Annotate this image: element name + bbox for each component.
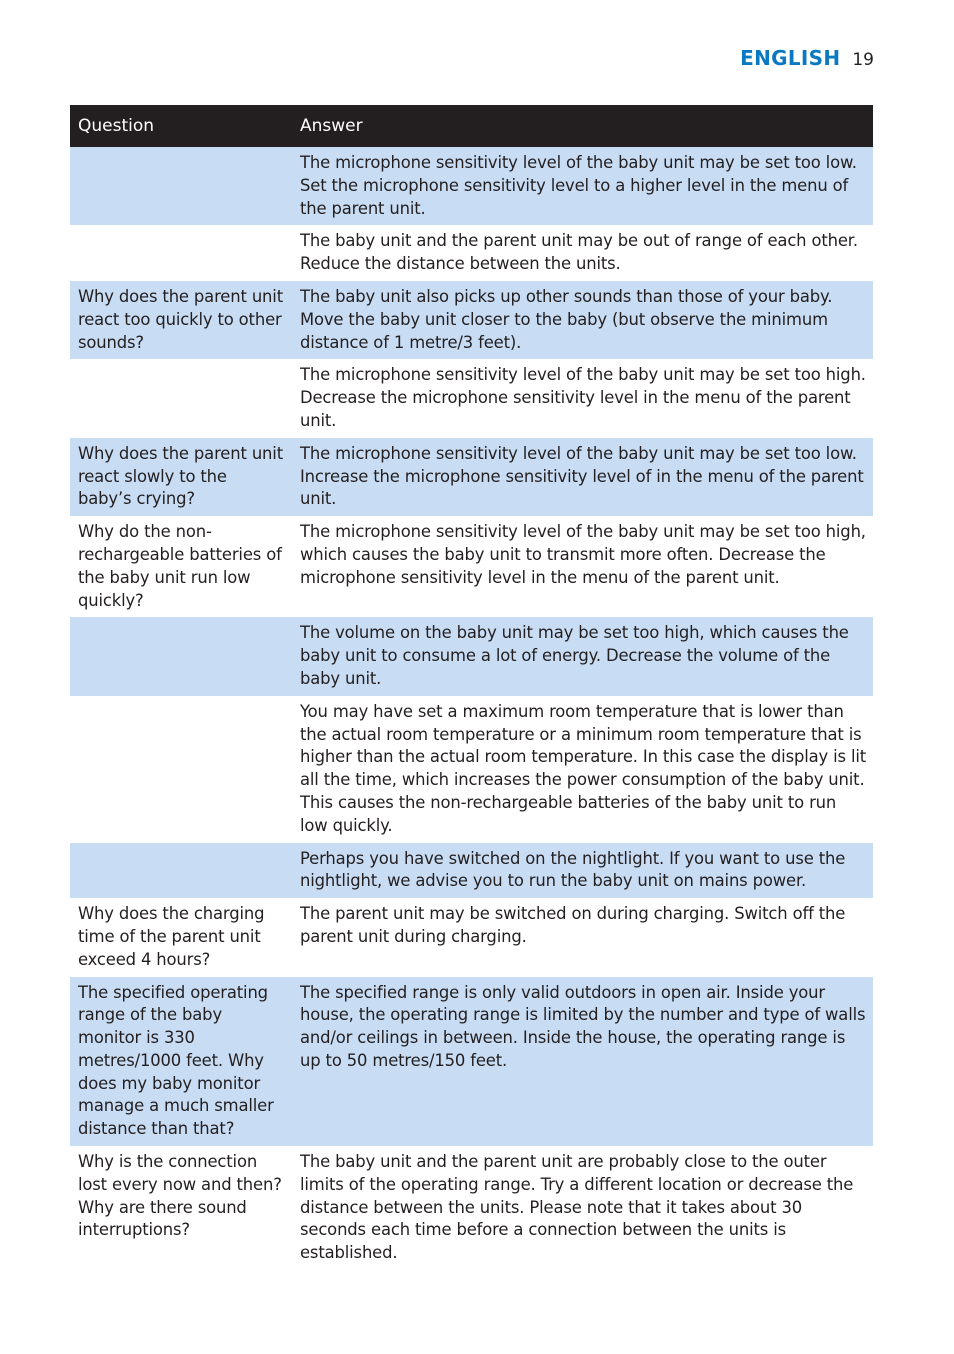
table-row xyxy=(70,225,873,281)
answer-cell: The parent unit may be switched on during charging. Switch off the parent unit during charging. xyxy=(292,898,873,976)
question-cell: Why does the charging time of the parent unit exceed 4 hours? xyxy=(70,898,292,976)
table-row xyxy=(70,696,873,843)
troubleshooting-table xyxy=(70,105,873,1270)
question-cell xyxy=(70,696,292,843)
question-cell xyxy=(70,359,292,437)
answer-cell: The specified range is only valid outdoors in open air. Inside your house, the operating range is limited by the number and type of walls and/or ceilings in between. Inside the house, the operating range is up to 50 metres/150 feet. xyxy=(292,977,873,1147)
table-row xyxy=(70,617,873,695)
column-header-answer: Answer xyxy=(292,105,873,147)
table-body xyxy=(70,147,873,1270)
answer-cell: The baby unit and the parent unit may be out of range of each other. Reduce the distance between the units. xyxy=(292,225,873,281)
question-cell: Why do the non-rechargeable batteries of the baby unit run low quickly? xyxy=(70,516,292,617)
question-cell: Why does the parent unit react too quickly to other sounds? xyxy=(70,281,292,359)
column-header-question: Question xyxy=(70,105,292,147)
table-row xyxy=(70,843,873,899)
table-header-row xyxy=(70,105,873,147)
table-row xyxy=(70,977,873,1147)
answer-cell: The microphone sensitivity level of the baby unit may be set too high, which causes the baby unit to transmit more often. Decrease the microphone sensitivity level in the menu of the parent unit. xyxy=(292,516,873,617)
table-row xyxy=(70,516,873,617)
question-cell: The specified operating range of the baby monitor is 330 metres/1000 feet. Why does my baby monitor manage a much smaller distance than that? xyxy=(70,977,292,1147)
answer-cell: The baby unit and the parent unit are probably close to the outer limits of the operating range. Try a different location or decrease the distance between the units. Please note that it takes about 30 seconds each time before a connection between the units is established. xyxy=(292,1146,873,1270)
question-cell: Why is the connection lost every now and then? Why are there sound interruptions? xyxy=(70,1146,292,1270)
answer-cell: The volume on the baby unit may be set too high, which causes the baby unit to consume a lot of energy. Decrease the volume of the baby unit. xyxy=(292,617,873,695)
table-row xyxy=(70,147,873,225)
page-number: 19 xyxy=(852,50,874,70)
answer-cell: The baby unit also picks up other sounds than those of your baby. Move the baby unit closer to the baby (but observe the minimum distance of 1 metre/3 feet). xyxy=(292,281,873,359)
language-label: ENGLISH xyxy=(740,46,841,70)
table-row xyxy=(70,359,873,437)
table-row xyxy=(70,1146,873,1270)
question-cell xyxy=(70,147,292,225)
answer-cell: The microphone sensitivity level of the baby unit may be set too low. Set the microphone sensitivity level to a higher level in the menu of the parent unit. xyxy=(292,147,873,225)
question-cell xyxy=(70,617,292,695)
question-cell xyxy=(70,843,292,899)
answer-cell: The microphone sensitivity level of the baby unit may be set too high. Decrease the microphone sensitivity level in the menu of the parent unit. xyxy=(292,359,873,437)
answer-cell: Perhaps you have switched on the nightlight. If you want to use the nightlight, we advise you to run the baby unit on mains power. xyxy=(292,843,873,899)
answer-cell: The microphone sensitivity level of the baby unit may be set too low. Increase the microphone sensitivity level of in the menu of the parent unit. xyxy=(292,438,873,516)
table-row xyxy=(70,281,873,359)
page-header xyxy=(740,46,874,70)
table-row xyxy=(70,898,873,976)
table-row xyxy=(70,438,873,516)
answer-cell: You may have set a maximum room temperature that is lower than the actual room temperature or a minimum room temperature that is higher than the actual room temperature. In this case the display is lit all the time, which increases the power consumption of the baby unit. This causes the non-rechargeable batteries of the baby unit to run low quickly. xyxy=(292,696,873,843)
question-cell xyxy=(70,225,292,281)
question-cell: Why does the parent unit react slowly to the baby’s crying? xyxy=(70,438,292,516)
